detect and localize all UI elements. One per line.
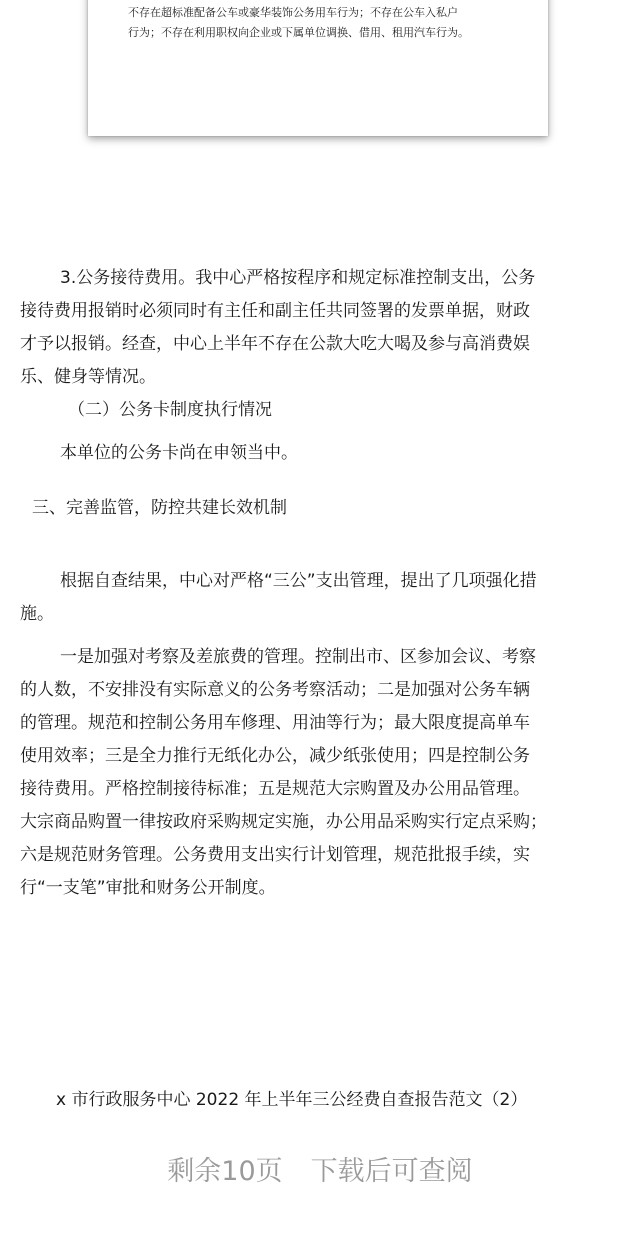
download-prompt[interactable] — [0, 1152, 640, 1192]
paragraph-measures-intro — [20, 565, 620, 631]
text-line: 才予以报销。经查，中心上半年不存在公款大吃大喝及参与高消费娱 — [20, 334, 530, 354]
preview-page-card — [88, 0, 548, 136]
spacer — [20, 525, 620, 565]
text-line: 使用效率；三是全力推行无纸化办公，减少纸张使用；四是控制公务 — [20, 746, 530, 766]
text-line: 乐、健身等情况。 — [20, 367, 156, 387]
preview-page-text — [128, 3, 538, 43]
text-line: 行“一支笔”审批和财务公开制度。 — [20, 878, 276, 898]
sub-heading-official-card — [20, 394, 620, 427]
document-body — [20, 262, 620, 905]
text-line: 本单位的公务卡尚在申领当中。 — [60, 443, 298, 463]
paragraph-card-status — [20, 437, 620, 470]
section-heading-3 — [20, 492, 620, 525]
text-line: （二）公务卡制度执行情况 — [68, 400, 272, 420]
text-line: 的人数，不安排没有实际意义的公务考察活动；二是加强对公务车辆 — [20, 680, 530, 700]
text-line: 3.公务接待费用。我中心严格按程序和规定标准控制支出，公务 — [60, 268, 536, 288]
text-line: 一是加强对考察及差旅费的管理。控制出市、区参加会议、考察 — [60, 647, 536, 667]
text-line: 大宗商品购置一律按政府采购规定实施，办公用品采购实行定点采购； — [20, 812, 547, 832]
text-line: 六是规范财务管理。公务费用支出实行计划管理，规范批报手续，实 — [20, 845, 530, 865]
text-line: 根据自查结果，中心对严格“三公”支出管理，提出了几项强化措 — [60, 571, 537, 591]
remaining-pages-label: 剩余10页 — [167, 1156, 283, 1187]
text-line: 接待费用。严格控制接待标准；五是规范大宗购置及办公用品管理。 — [20, 779, 530, 799]
download-hint-label: 下载后可查阅 — [310, 1156, 473, 1187]
text-line: 接待费用报销时必须同时有主任和副主任共同签署的发票单据，财政 — [20, 301, 530, 321]
next-document-title[interactable]: x 市行政服务中心 2022 年上半年三公经费自查报告范文（2） — [56, 1090, 528, 1110]
paragraph-measures — [20, 641, 620, 905]
text-line: 三、完善监管，防控共建长效机制 — [32, 498, 287, 518]
preview-line: 行为；不存在利用职权向企业或下属单位调换、借用、租用汽车行为。 — [128, 26, 469, 39]
paragraph-reception-fees — [20, 262, 620, 394]
text-line: 的管理。规范和控制公务用车修理、用油等行为；最大限度提高单车 — [20, 713, 530, 733]
text-line: 施。 — [20, 604, 54, 624]
preview-line: 不存在超标准配备公车或豪华装饰公务用车行为；不存在公车入私户 — [128, 6, 458, 19]
